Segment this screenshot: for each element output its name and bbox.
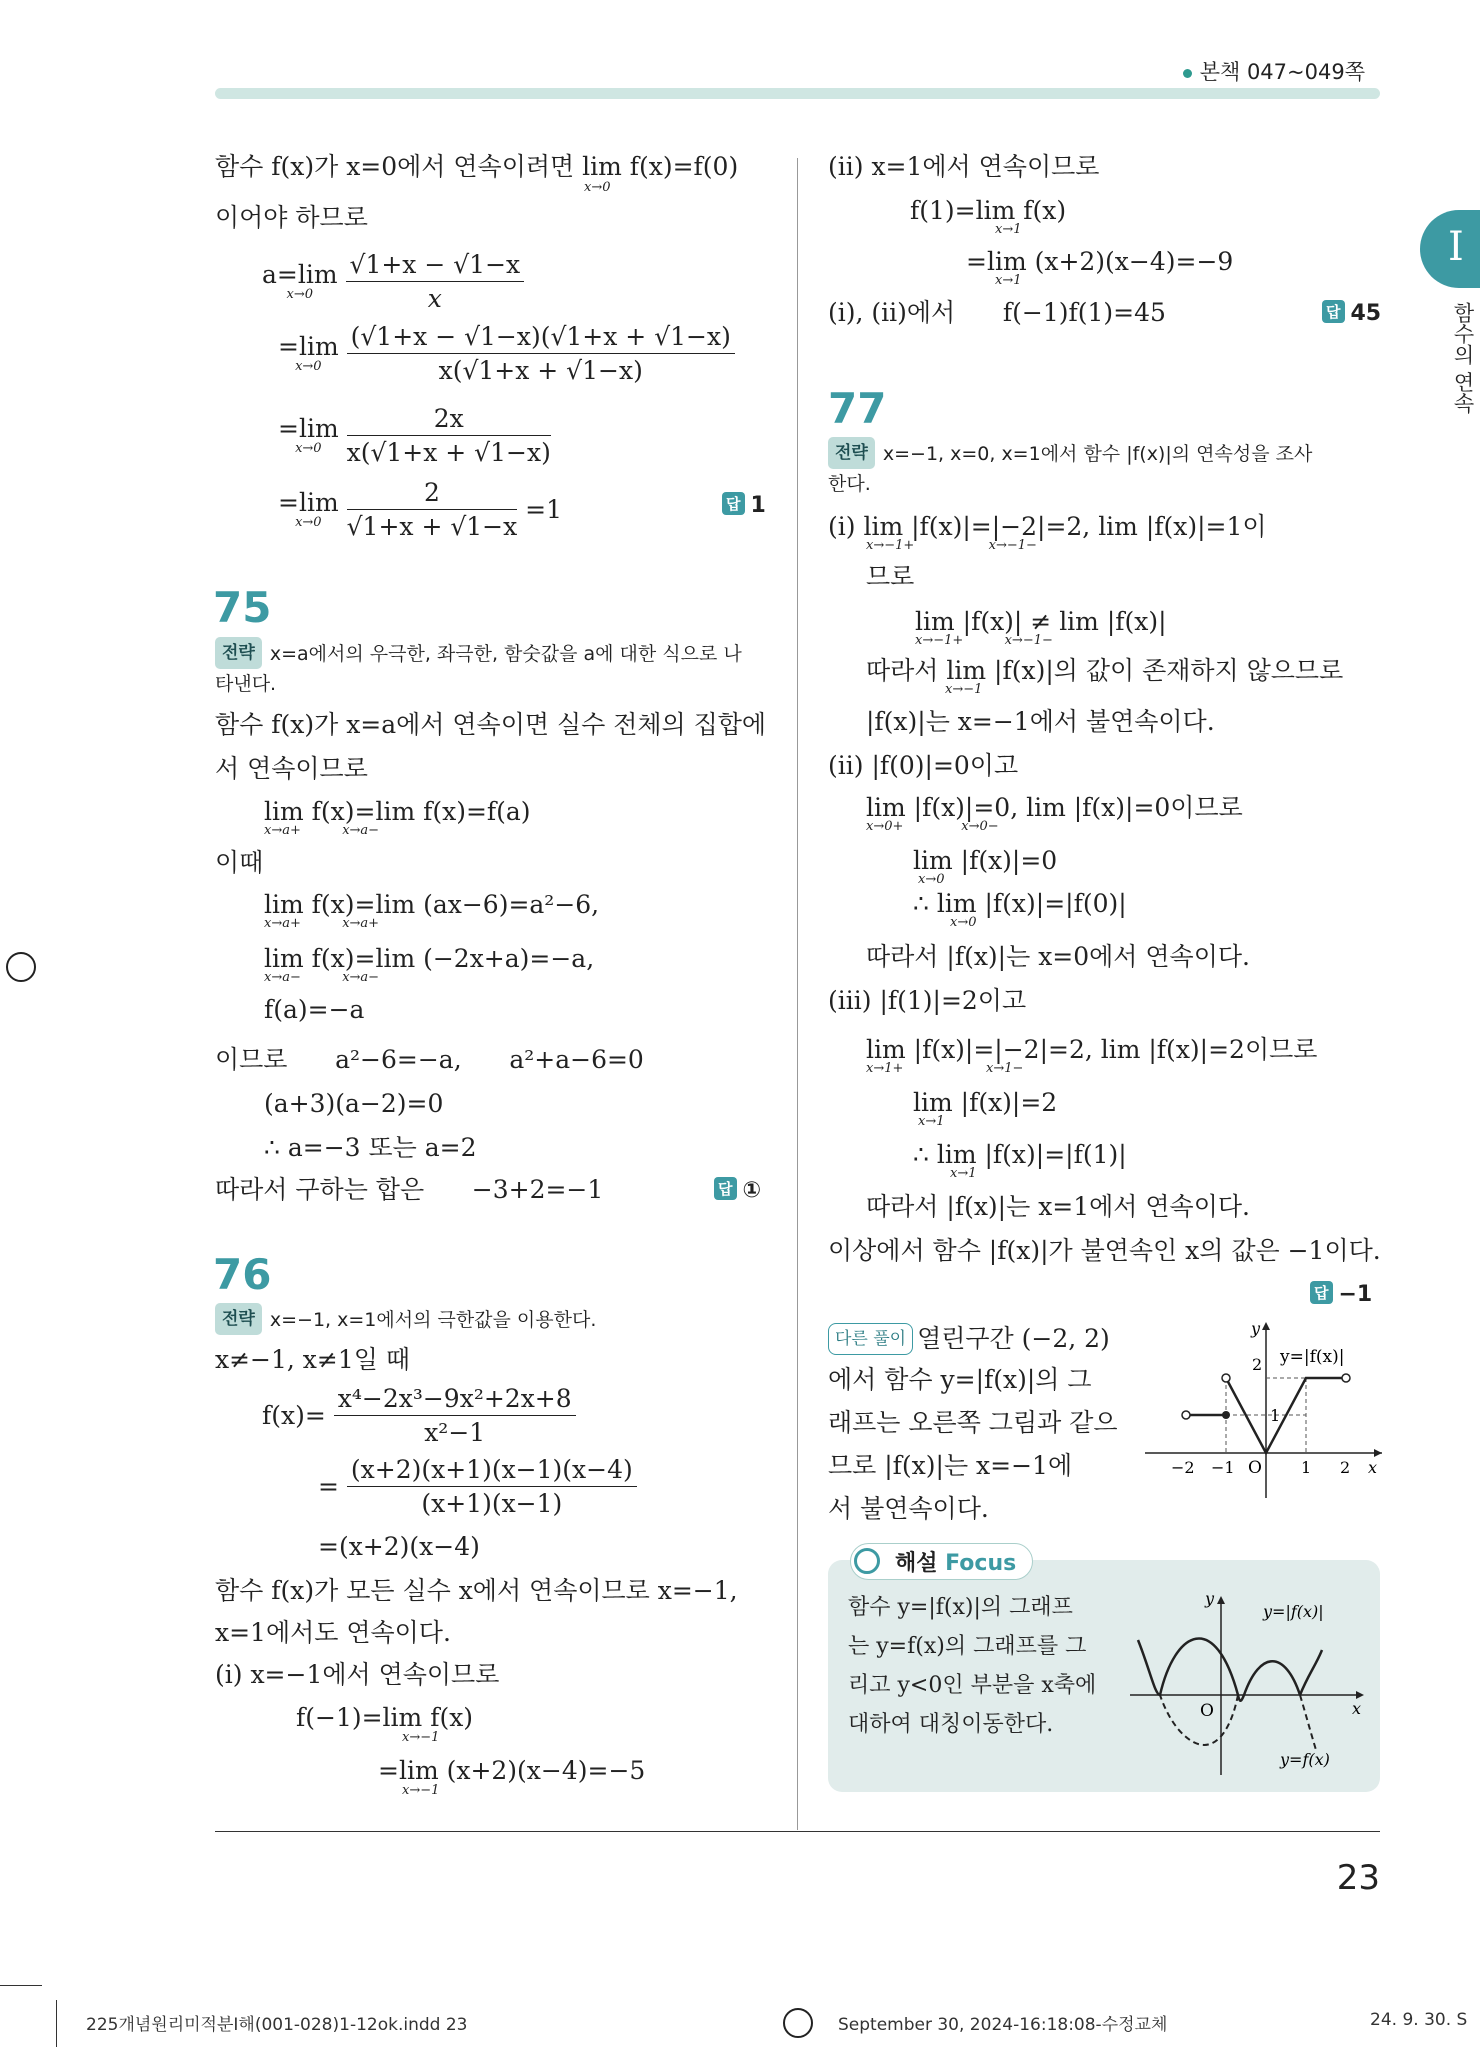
p75-line-5: lim f(x)=lim (ax−6)=a²−6, bbox=[264, 890, 600, 919]
text-span: (x+2)(x+1)(x−1)(x−4) bbox=[347, 1455, 637, 1487]
p76-fraction-2: = $\frac{(x+2)(x+1)(x-1)(x-4)}{(x+1)(x-1)}$ bbox=[318, 1455, 637, 1518]
focus-line-4: 대하여 대칭이동한다. bbox=[848, 1712, 1054, 1737]
strategy-77 bbox=[828, 437, 1312, 469]
text-span: 전략 bbox=[828, 437, 875, 469]
text-span: −1 bbox=[1338, 1282, 1373, 1307]
p75-line-3: lim f(x)=lim f(x)=f(a) bbox=[264, 797, 531, 826]
r-line-2-sub: x→1 bbox=[995, 222, 1022, 237]
q-line-2: 므로 bbox=[866, 562, 915, 591]
bullet-icon bbox=[1183, 69, 1192, 78]
chapter-tab bbox=[1420, 210, 1480, 288]
r-line-3-sub: x→1 bbox=[995, 273, 1022, 288]
r-line-3: =lim (x+2)(x−4)=−9 bbox=[966, 247, 1234, 276]
p75-line-6: lim f(x)=lim (−2x+a)=−a, bbox=[264, 944, 595, 973]
crop-mark-vertical bbox=[56, 2000, 57, 2047]
registration-mark-bottom-icon bbox=[783, 2008, 813, 2038]
text-span: x bbox=[427, 284, 442, 313]
reflection-graph bbox=[1130, 1590, 1375, 1780]
text-span: f(x)= bbox=[262, 1401, 326, 1430]
q-line-10: 따라서 |f(x)|는 x=0에서 연속이다. bbox=[866, 942, 1250, 971]
q-line-12-sub: x→1+ x→1− bbox=[866, 1061, 1024, 1076]
graph1-curve-label: y=|f(x)| bbox=[1280, 1347, 1345, 1367]
text-span: x=−1, x=0, x=1에서 함수 |f(x)|의 연속성을 조사 bbox=[882, 443, 1313, 465]
p75-line-10: ∴ a=−3 또는 a=2 bbox=[264, 1133, 477, 1162]
header-bar bbox=[215, 88, 1380, 99]
q-line-9-sub: x→0 bbox=[950, 915, 977, 930]
text-span: =lim bbox=[278, 487, 339, 517]
text-span: √1+x + √1−x bbox=[346, 512, 518, 541]
graph2-label-abs: y=|f(x)| bbox=[1263, 1602, 1324, 1621]
q-line-11: (iii) |f(1)|=2이고 bbox=[828, 986, 1027, 1015]
text-span: 전략 bbox=[215, 1303, 262, 1335]
equation-4 bbox=[278, 478, 562, 541]
alt-line-1 bbox=[828, 1323, 1110, 1355]
intro-lim-sub: x→0 bbox=[584, 180, 611, 195]
chapter-side-label: 함수의 연속 bbox=[1451, 302, 1475, 414]
text-span: =lim bbox=[278, 413, 339, 443]
p76-simplified: =(x+2)(x−4) bbox=[318, 1532, 480, 1561]
q-line-15: 따라서 |f(x)|는 x=1에서 연속이다. bbox=[866, 1192, 1250, 1221]
graph1-origin: O bbox=[1248, 1458, 1262, 1478]
p75-line-8: 이므로 a²−6=−a, a²+a−6=0 bbox=[215, 1045, 644, 1074]
answer-75 bbox=[714, 1177, 761, 1203]
text-span: 해설 bbox=[895, 1551, 946, 1576]
registration-mark-icon bbox=[6, 952, 36, 982]
r-line-4: (i), (ii)에서 f(−1)f(1)=45 bbox=[828, 298, 1166, 327]
q-line-8-sub: x→0 bbox=[918, 872, 945, 887]
graph1-tick-x-neg1: −1 bbox=[1211, 1458, 1235, 1477]
q-line-7: lim |f(x)|=0, lim |f(x)|=0이므로 bbox=[866, 793, 1243, 822]
q-line-1: (i) lim |f(x)|=|−2|=2, lim |f(x)|=1이 bbox=[828, 512, 1267, 541]
q-line-3: lim |f(x)| ≠ lim |f(x)| bbox=[915, 607, 1167, 636]
text-span: 답 bbox=[722, 492, 745, 515]
alt-line-5: 서 불연속이다. bbox=[828, 1494, 989, 1523]
column-divider bbox=[797, 158, 798, 1830]
q-line-8: lim |f(x)|=0 bbox=[913, 846, 1058, 875]
graph1-tick-x-1: 1 bbox=[1301, 1458, 1312, 1477]
q-line-9: ∴ lim |f(x)|=|f(0)| bbox=[913, 889, 1127, 918]
text-span: 2 bbox=[347, 478, 518, 510]
q-line-12: lim |f(x)|=|−2|=2, lim |f(x)|=2이므로 bbox=[866, 1035, 1318, 1064]
q-line-14: ∴ lim |f(x)|=|f(1)| bbox=[913, 1140, 1127, 1169]
graph1-x-label: x bbox=[1368, 1458, 1378, 1477]
p76-line-5: f(−1)=lim f(x) bbox=[296, 1703, 474, 1732]
header-reference bbox=[1183, 56, 1365, 86]
q-line-7-sub: x→0+ x→0− bbox=[866, 819, 999, 834]
text-span: ① bbox=[742, 1178, 762, 1203]
p76-line-3: x=1에서도 연속이다. bbox=[215, 1618, 451, 1647]
q-line-14-sub: x→1 bbox=[950, 1166, 977, 1181]
graph2-y-label: y bbox=[1205, 1590, 1215, 1608]
alt-line-4: 므로 |f(x)|는 x=−1에 bbox=[828, 1451, 1073, 1480]
text-span: x=a에서의 우극한, 좌극한, 함숫값을 a에 대한 식으로 나 bbox=[269, 643, 742, 665]
answer-77 bbox=[1310, 1281, 1372, 1307]
strategy-75 bbox=[215, 637, 742, 669]
graph2-x-label: x bbox=[1352, 1699, 1362, 1718]
page-number: 23 bbox=[1336, 1858, 1380, 1898]
text-span: x(√1+x + √1−x) bbox=[438, 356, 643, 385]
intro-line-2: 이어야 하므로 bbox=[215, 203, 368, 232]
text-span: 열린구간 (−2, 2) bbox=[917, 1324, 1110, 1353]
graph1-tick-x-2: 2 bbox=[1340, 1458, 1351, 1477]
graph2-origin: O bbox=[1200, 1701, 1214, 1721]
focus-line-1: 함수 y=|f(x)|의 그래프 bbox=[848, 1595, 1073, 1620]
q-line-16: 이상에서 함수 |f(x)|가 불연속인 x의 값은 −1이다. bbox=[828, 1236, 1381, 1265]
text-span: (√1+x − √1−x)(√1+x + √1−x) bbox=[347, 322, 735, 354]
p76-line-5-sub: x→−1 bbox=[402, 1730, 440, 1745]
answer-76 bbox=[1322, 300, 1381, 326]
text-span: √1+x − √1−x bbox=[346, 250, 525, 282]
text-span: 전략 bbox=[215, 637, 262, 669]
text-span: x→0 bbox=[286, 286, 314, 302]
q-line-6: (ii) |f(0)|=0이고 bbox=[828, 751, 1019, 780]
alt-line-3: 래프는 오른쪽 그림과 같으 bbox=[828, 1408, 1118, 1437]
target-icon bbox=[854, 1548, 880, 1574]
q-line-13: lim |f(x)|=2 bbox=[913, 1088, 1058, 1117]
answer-74 bbox=[722, 492, 766, 518]
graph1-tick-x-neg2: −2 bbox=[1171, 1458, 1195, 1477]
focus-line-2: 는 y=f(x)의 그래프를 그 bbox=[848, 1634, 1087, 1659]
graph1-tick-y-1: 1 bbox=[1270, 1406, 1281, 1425]
p75-line-6-sub: x→a− x→a− bbox=[264, 970, 380, 985]
q-line-5: |f(x)|는 x=−1에서 불연속이다. bbox=[866, 707, 1215, 736]
footer-file: 225개념원리미적분Ⅰ해(001-028)1-12ok.indd 23 bbox=[86, 2015, 468, 2035]
equation-1 bbox=[262, 250, 524, 313]
footer-date: September 30, 2024-16:18:08-수정교체 bbox=[838, 2015, 1168, 2035]
q-line-13-sub: x→1 bbox=[918, 1114, 945, 1129]
p75-line-7: f(a)=−a bbox=[264, 995, 365, 1024]
text-span: 다른 풀이 bbox=[828, 1323, 913, 1355]
text-span: =1 bbox=[525, 495, 563, 524]
problem-number-75: 75 bbox=[213, 583, 272, 632]
p75-line-3-sub: x→a+ x→a− bbox=[264, 823, 380, 838]
graph2-label-f: y=f(x) bbox=[1280, 1750, 1330, 1769]
strategy-75-cont: 타낸다. bbox=[215, 673, 277, 695]
p75-line-4: 이때 bbox=[215, 848, 264, 877]
p75-line-2: 서 연속이므로 bbox=[215, 754, 368, 783]
text-span: x(√1+x + √1−x) bbox=[346, 438, 551, 467]
p75-line-9: (a+3)(a−2)=0 bbox=[264, 1089, 444, 1118]
graph1-y-label: y bbox=[1251, 1319, 1261, 1338]
text-span: x→0 bbox=[295, 358, 322, 374]
p76-line-2: 함수 f(x)가 모든 실수 x에서 연속이므로 x=−1, bbox=[215, 1576, 738, 1605]
header-text: 본책 047~049쪽 bbox=[1199, 60, 1365, 84]
p76-line-6-sub: x→−1 bbox=[402, 1783, 440, 1798]
q-line-4-sub: x→−1 bbox=[945, 682, 983, 697]
equation-2 bbox=[278, 322, 735, 385]
bottom-rule bbox=[215, 1831, 1380, 1832]
intro-line-1 bbox=[215, 152, 738, 182]
r-line-2: f(1)=lim f(x) bbox=[910, 196, 1067, 225]
p76-line-6: =lim (x+2)(x−4)=−5 bbox=[378, 1756, 646, 1785]
focus-line-3: 리고 y<0인 부분을 x축에 bbox=[848, 1673, 1097, 1698]
text-span: x→0 bbox=[295, 514, 322, 530]
p75-line-11: 따라서 구하는 합은 −3+2=−1 bbox=[215, 1175, 604, 1204]
q-line-1-sub: x→−1+ x→−1− bbox=[866, 538, 1037, 553]
p75-line-1: 함수 f(x)가 x=a에서 연속이면 실수 전체의 집합에 bbox=[215, 710, 767, 739]
text-span: =lim bbox=[278, 331, 339, 361]
text-span: 답 bbox=[1322, 300, 1345, 323]
text-span: 1 bbox=[750, 493, 766, 518]
text-span: x→0 bbox=[295, 440, 322, 456]
graph1-tick-y-2: 2 bbox=[1252, 1355, 1263, 1374]
alt-line-2: 에서 함수 y=|f(x)|의 그 bbox=[828, 1365, 1092, 1394]
chapter-tab-label: I bbox=[1448, 224, 1464, 270]
text-span: 답 bbox=[714, 1177, 737, 1200]
text-span: x²−1 bbox=[424, 1418, 486, 1447]
p76-line-4: (i) x=−1에서 연속이므로 bbox=[215, 1660, 500, 1689]
text-span: x=−1, x=1에서의 극한값을 이용한다. bbox=[269, 1309, 597, 1331]
strategy-77-cont: 한다. bbox=[828, 473, 871, 495]
text-span: x⁴−2x³−9x²+2x+8 bbox=[334, 1384, 576, 1416]
p76-fraction-1 bbox=[262, 1384, 576, 1447]
text-span: (x+1)(x−1) bbox=[421, 1489, 563, 1518]
q-line-3-sub: x→−1+ x→−1− bbox=[915, 633, 1053, 648]
q-line-4: 따라서 lim |f(x)|의 값이 존재하지 않으므로 bbox=[866, 656, 1344, 685]
text-span: 답 bbox=[1310, 1281, 1333, 1304]
equation-3 bbox=[278, 404, 551, 467]
problem-number-76: 76 bbox=[213, 1250, 272, 1299]
text-span: 함수 f(x)가 x=0에서 연속이려면 lim f(x)=f(0) bbox=[215, 152, 739, 181]
p75-line-5-sub: x→a+ x→a+ bbox=[264, 916, 380, 931]
footer-short-date: 24. 9. 30. S bbox=[1370, 2010, 1468, 2030]
p76-line-1: x≠−1, x≠1일 때 bbox=[215, 1345, 410, 1374]
text-span: 45 bbox=[1350, 301, 1382, 326]
text-span: a=lim bbox=[262, 259, 338, 289]
problem-number-77: 77 bbox=[828, 384, 887, 433]
r-line-1: (ii) x=1에서 연속이므로 bbox=[828, 152, 1100, 181]
strategy-76 bbox=[215, 1303, 596, 1335]
crop-mark bbox=[0, 1985, 42, 1986]
text-span: Focus bbox=[945, 1551, 1017, 1576]
abs-function-graph bbox=[1140, 1318, 1385, 1503]
text-span: 2x bbox=[347, 404, 551, 436]
